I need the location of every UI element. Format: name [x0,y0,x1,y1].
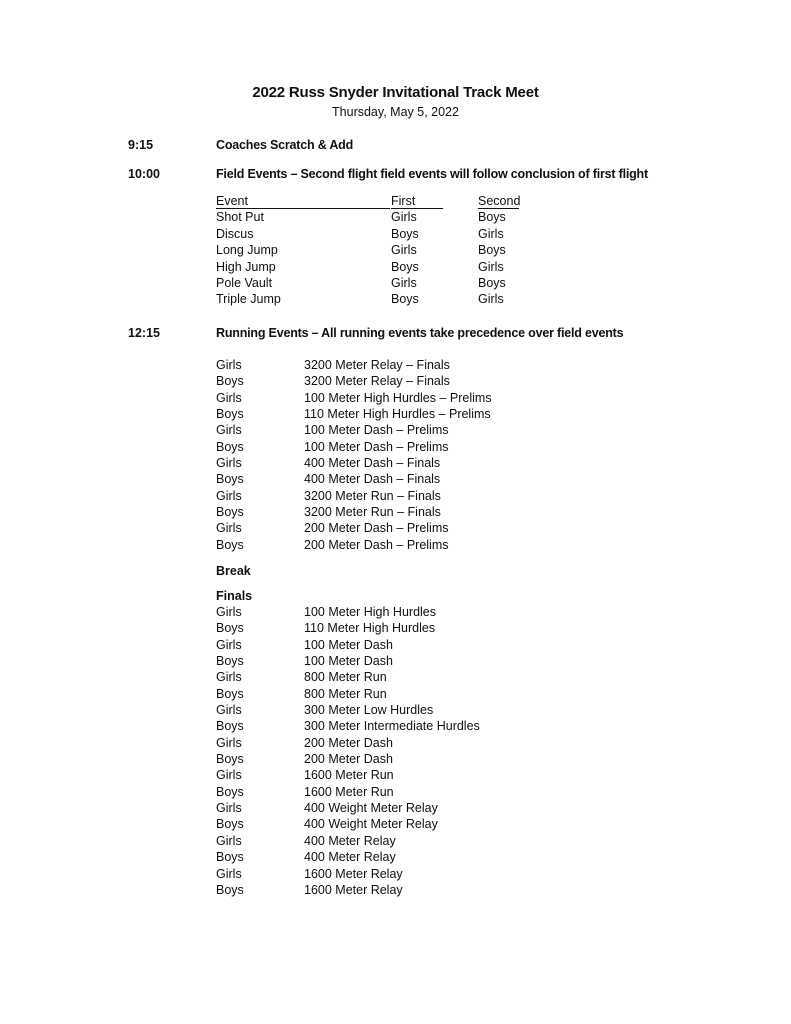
gender-label: Girls [216,768,242,783]
gender-label: Girls [216,735,242,750]
event-name: 3200 Meter Run – Finals [304,505,441,520]
section-time-running: 12:15 [128,326,160,340]
meet-date: Thursday, May 5, 2022 [332,105,459,119]
gender-label: Girls [216,423,242,438]
page-title: 2022 Russ Snyder Invitational Track Meet [252,84,539,101]
event-name: 3200 Meter Relay – Finals [304,374,450,389]
event-name: 400 Meter Dash – Finals [304,456,441,471]
event-name: 300 Meter Intermediate Hurdles [304,719,480,734]
gender-label: Boys [216,719,244,734]
second-flight: Girls [478,259,504,274]
gender-label: Girls [216,703,242,718]
first-flight: Girls [391,210,417,225]
event-name: 100 Meter Dash [304,654,393,669]
event-name: 800 Meter Run [304,670,387,685]
second-flight: Boys [478,243,506,258]
gender-label: Girls [216,456,242,471]
event-name: 100 Meter Dash – Prelims [304,439,449,454]
event-name: 1600 Meter Run [304,784,394,799]
field-events-rows [216,210,536,308]
event-name: 1600 Meter Relay [304,882,403,897]
field-event-name: Triple Jump [216,292,281,307]
event-name: 1600 Meter Relay [304,866,403,881]
column-header-first: First [391,194,443,209]
gender-label: Boys [216,439,244,454]
event-name: 400 Meter Relay [304,833,396,848]
gender-label: Boys [216,374,244,389]
event-name: 200 Meter Dash [304,752,393,767]
event-name: 400 Meter Relay [304,850,396,865]
section-time-scratch: 9:15 [128,138,154,152]
field-event-row [216,276,536,292]
event-name: 400 Meter Dash – Finals [304,472,441,487]
section-heading-running: Running Events – All running events take precedence over field events [216,326,624,340]
field-events-header-row [216,194,536,210]
gender-label: Boys [216,784,244,799]
event-name: 110 Meter High Hurdles [304,621,436,636]
gender-label: Boys [216,621,244,636]
gender-label: Boys [216,752,244,767]
gender-label: Girls [216,488,242,503]
section-time-field: 10:00 [128,167,160,181]
column-header-second: Second [478,194,521,208]
second-flight: Boys [478,275,506,290]
gender-label: Girls [216,521,242,536]
field-event-row [216,260,536,276]
first-flight: Boys [391,259,419,274]
field-event-row [216,227,536,243]
event-name: 400 Weight Meter Relay [304,801,438,816]
event-name: 200 Meter Dash – Prelims [304,521,449,536]
first-flight: Girls [391,275,417,290]
finals-label: Finals [216,589,253,603]
gender-label: Girls [216,866,242,881]
second-flight: Girls [478,226,504,241]
gender-label: Boys [216,817,244,832]
gender-label: Girls [216,801,242,816]
event-name: 200 Meter Dash – Prelims [304,537,449,552]
event-name: 3200 Meter Relay – Finals [304,358,450,372]
field-event-name: Shot Put [216,210,264,225]
event-name: 200 Meter Dash [304,735,393,750]
gender-label: Boys [216,850,244,865]
second-flight: Boys [478,210,506,225]
gender-label: Girls [216,390,242,405]
gender-label: Boys [216,407,244,422]
field-event-row [216,243,536,259]
event-name: 100 Meter Dash – Prelims [304,423,449,438]
gender-label: Girls [216,670,242,685]
gender-label: Boys [216,882,244,897]
event-name: 110 Meter High Hurdles – Prelims [304,407,491,422]
first-flight: Boys [391,292,419,307]
break-label: Break [216,564,251,578]
gender-label: Boys [216,654,244,669]
event-name: 100 Meter High Hurdles [304,605,437,619]
field-event-name: High Jump [216,259,276,274]
event-name: 400 Weight Meter Relay [304,817,438,832]
field-event-name: Pole Vault [216,275,273,290]
gender-label: Girls [216,833,242,848]
gender-label: Girls [216,637,242,652]
second-flight: Girls [478,292,504,307]
event-name: 100 Meter Dash [304,637,393,652]
section-heading-scratch: Coaches Scratch & Add [216,138,354,152]
event-name: 1600 Meter Run [304,768,394,783]
first-flight: Girls [391,243,417,258]
gender-label: Boys [216,686,244,701]
gender-label: Boys [216,505,244,520]
field-event-name: Long Jump [216,243,278,258]
event-name: 3200 Meter Run – Finals [304,488,441,503]
field-events-table [216,194,536,309]
field-event-row [216,292,536,308]
gender-label: Girls [216,605,242,619]
event-name: 800 Meter Run [304,686,387,701]
section-heading-field: Field Events – Second flight field events will follow conclusion of first flight [216,167,648,181]
gender-label: Boys [216,537,244,552]
event-name: 100 Meter High Hurdles – Prelims [304,390,492,405]
first-flight: Boys [391,226,419,241]
column-header-event: Event [216,194,390,209]
gender-label: Boys [216,472,244,487]
field-event-name: Discus [216,226,254,241]
field-event-row [216,210,536,226]
event-name: 300 Meter Low Hurdles [304,703,434,718]
gender-label: Girls [216,358,242,372]
